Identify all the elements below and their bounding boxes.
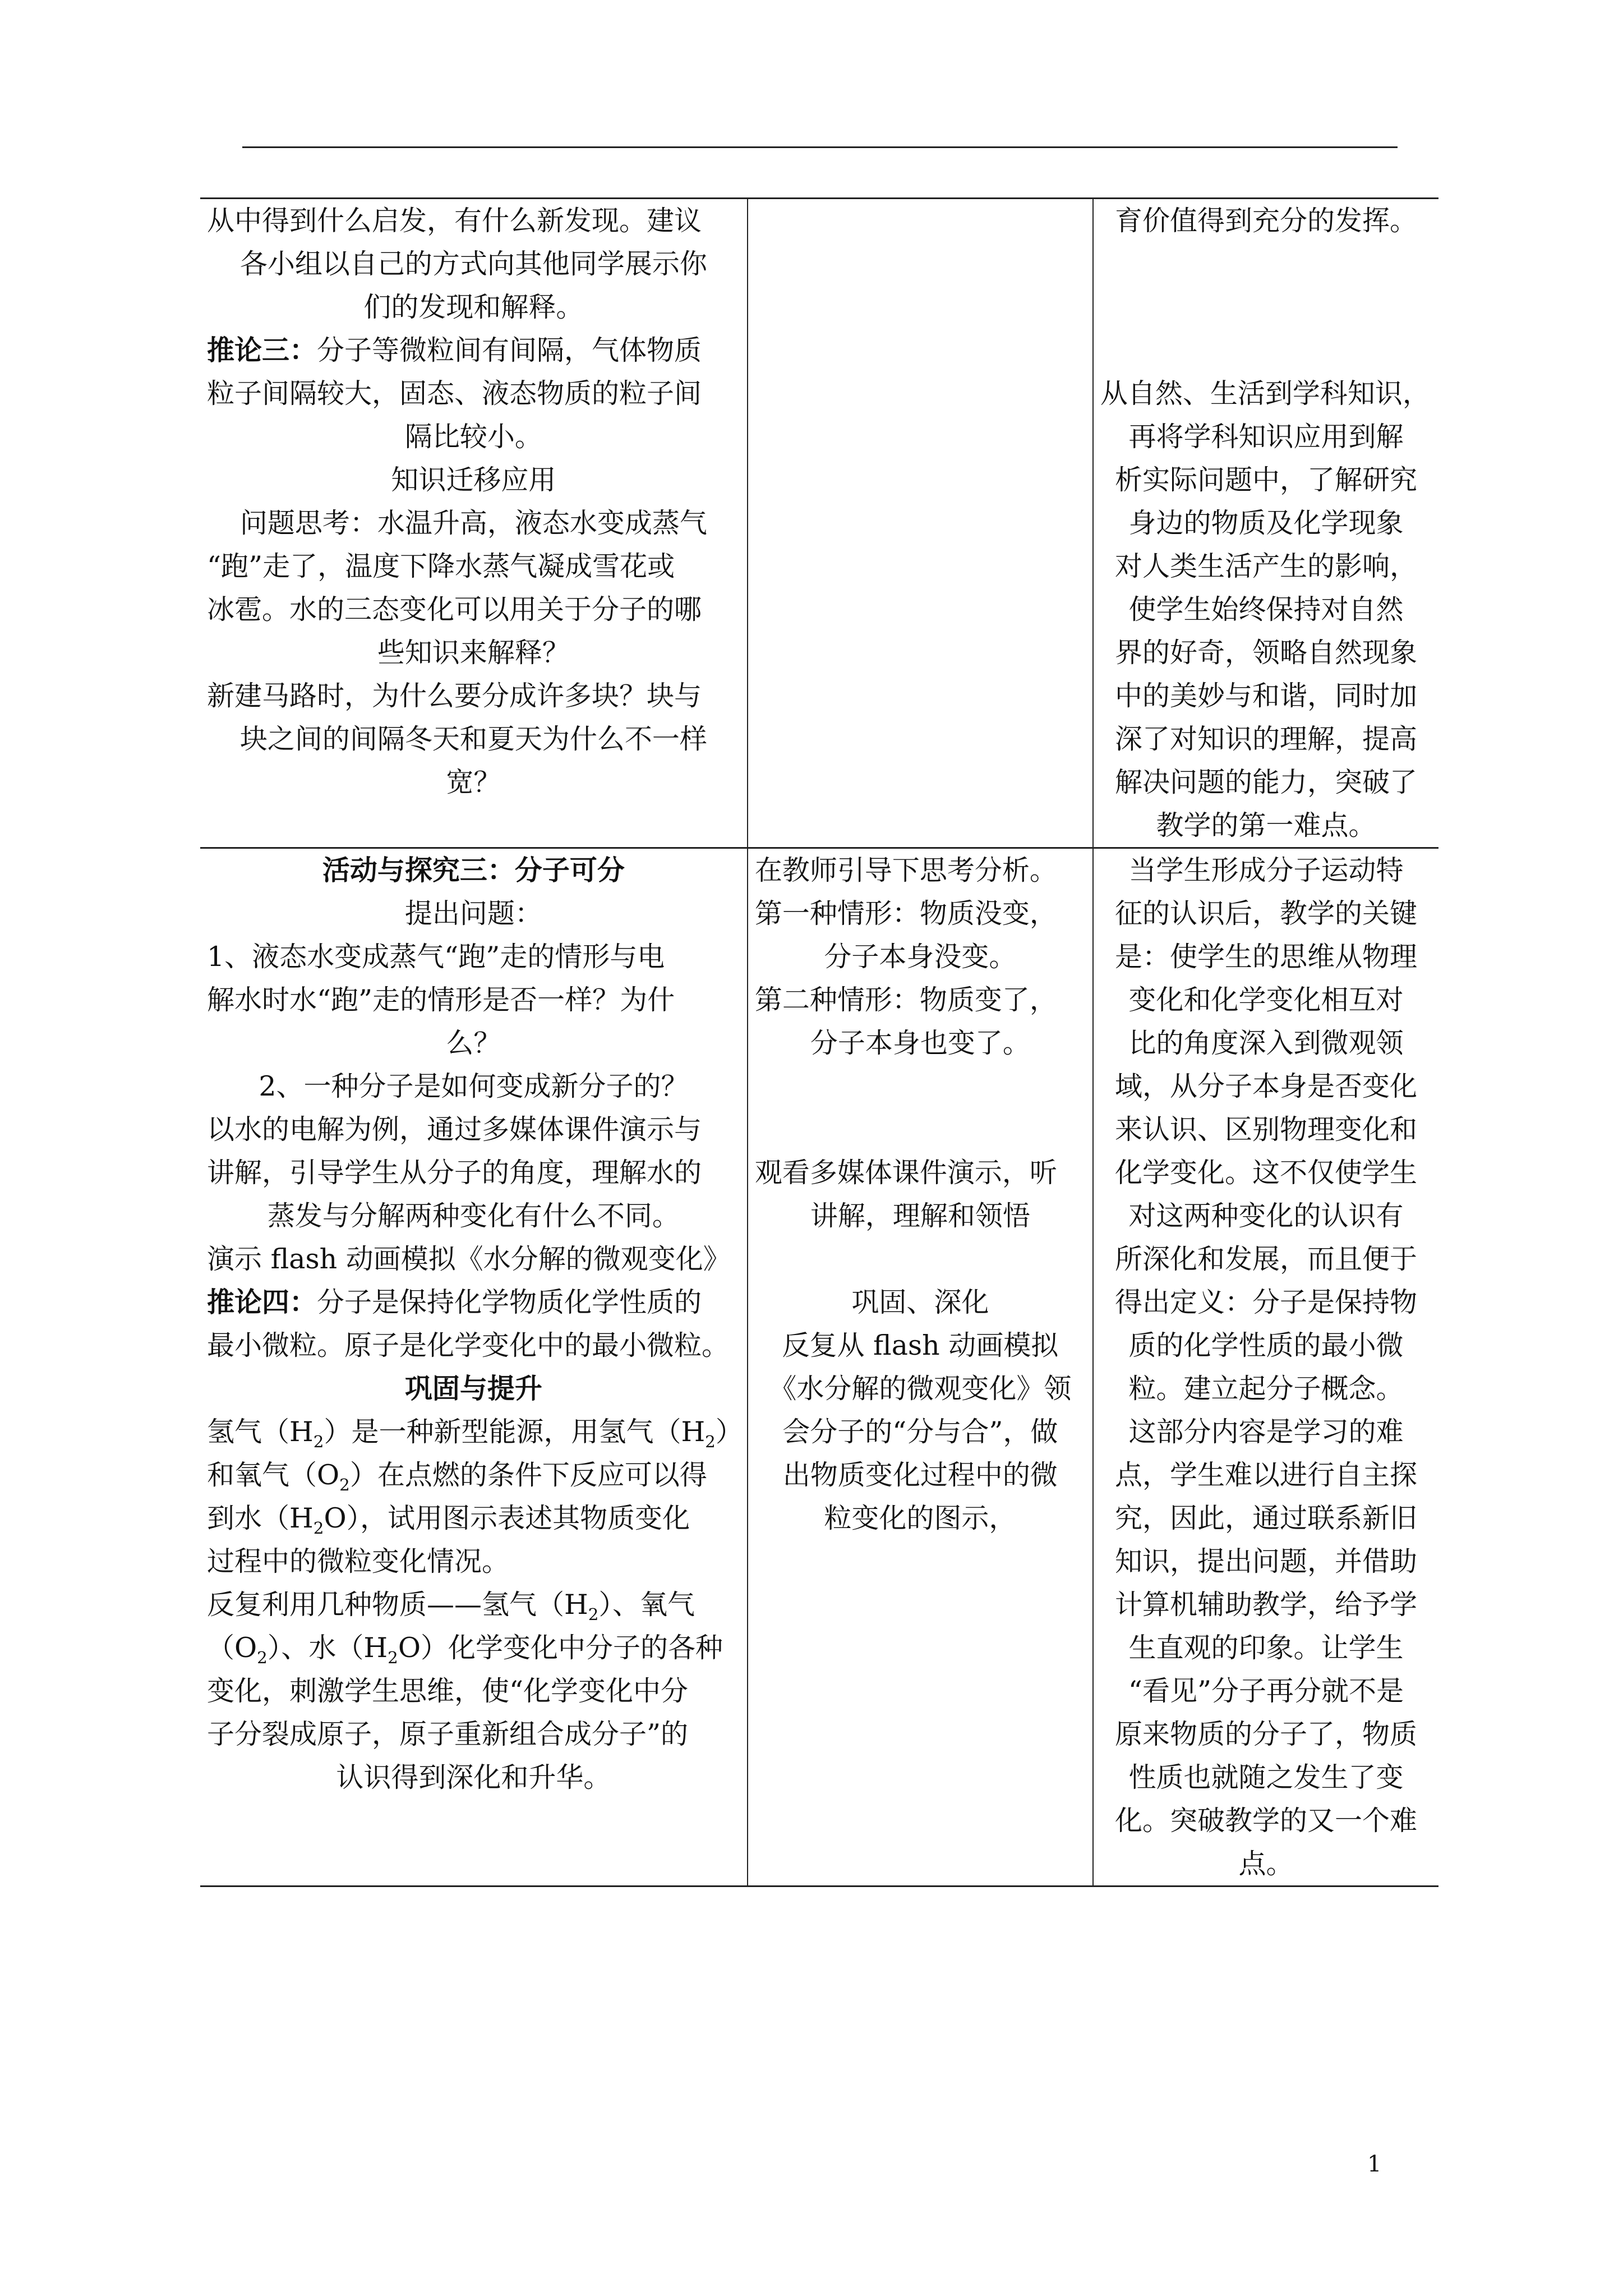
text-line: 变化，刺激学生思维，使“化学变化中分 xyxy=(207,1675,689,1707)
text-line: 征的认识后，教学的关键 xyxy=(1114,898,1417,930)
text-line: 讲解，理解和领悟 xyxy=(810,1200,1030,1232)
text-line: “看见”分子再分就不是 xyxy=(1128,1675,1404,1707)
subscript: 2 xyxy=(388,1648,398,1667)
text-line: 使学生始终保持对自然 xyxy=(1128,593,1404,625)
text-line: 身边的物质及化学现象 xyxy=(1128,507,1404,539)
text-line: 新建马路时，为什么要分成许多块？块与 xyxy=(207,680,702,712)
text-line: 出物质变化过程中的微 xyxy=(782,1459,1058,1491)
page-number: 1 xyxy=(1367,2151,1382,2177)
text-line: 析实际问题中，了解研究 xyxy=(1114,464,1417,496)
inference-three xyxy=(207,329,740,372)
inference-text: 分子是保持化学物质化学性质的 xyxy=(317,1286,702,1318)
text-line: 认识得到深化和升华。 xyxy=(336,1761,611,1793)
text-line: 对人类生活产生的影响， xyxy=(1114,550,1417,582)
text-fragment: ）、氧气 xyxy=(598,1589,695,1621)
text-line: 得出定义：分子是保持物 xyxy=(1114,1286,1417,1318)
text-line: 们的发现和解释。 xyxy=(363,291,584,323)
table-row xyxy=(200,199,1438,848)
text-line: 原来物质的分子了，物质 xyxy=(1114,1718,1417,1750)
text-line: 粒子间隔较大，固态、液态物质的粒子间 xyxy=(207,378,702,409)
teacher-activity-cell xyxy=(200,199,748,848)
text-line: 各小组以自己的方式向其他同学展示你 xyxy=(239,248,707,280)
student-activity-cell xyxy=(748,848,1093,1887)
text-line: 问题思考：水温升高，液态水变成蒸气 xyxy=(239,507,707,539)
subscript: 2 xyxy=(705,1432,716,1451)
design-intent-cell xyxy=(1093,848,1438,1887)
design-intent-cell xyxy=(1093,199,1438,848)
text-fragment: ）是一种新型能源，用氢气（H xyxy=(324,1416,706,1448)
section-heading: 知识迁移应用 xyxy=(391,464,556,496)
text-line: 提出问题： xyxy=(404,898,542,930)
text-line xyxy=(207,1626,740,1669)
text-line: 育价值得到充分的发挥。 xyxy=(1114,205,1417,237)
header-rule xyxy=(242,146,1398,148)
text-line: 变化和化学变化相互对 xyxy=(1128,984,1404,1016)
text-line xyxy=(207,1497,740,1540)
text-line: 以水的电解为例，通过多媒体课件演示与 xyxy=(207,1114,702,1145)
text-line: 块之间的间隔冬天和夏天为什么不一样 xyxy=(239,723,707,755)
text-line: “跑”走了，温度下降水蒸气凝成雪花或 xyxy=(207,550,675,582)
inference-label: 推论三： xyxy=(207,334,317,366)
text-line: 演示 flash 动画模拟《水分解的微观变化》 xyxy=(207,1243,731,1275)
text-fragment: O）化学变化中分子的各种 xyxy=(398,1632,723,1664)
text-line: 是：使学生的思维从物理 xyxy=(1114,941,1417,973)
text-fragment: 氢气（H xyxy=(207,1416,313,1448)
text-line: 这部分内容是学习的难 xyxy=(1128,1416,1404,1448)
text-line: 在教师引导下思考分析。 xyxy=(754,854,1057,886)
text-fragment: ） xyxy=(715,1416,743,1448)
text-fragment: 和氧气（O xyxy=(207,1459,340,1491)
text-line: 化学变化。这不仅使学生 xyxy=(1114,1157,1417,1189)
subscript: 2 xyxy=(313,1518,324,1538)
text-line: 宽？ xyxy=(446,766,501,798)
text-line: 化。突破教学的又一个难 xyxy=(1114,1805,1417,1837)
text-line: 所深化和发展，而且便于 xyxy=(1114,1243,1417,1275)
text-line: 巩固、深化 xyxy=(851,1286,989,1318)
text-line: 反复从 flash 动画模拟 xyxy=(782,1329,1059,1361)
text-line: 观看多媒体课件演示，听 xyxy=(754,1157,1057,1189)
text-line: 深了对知识的理解，提高 xyxy=(1114,723,1417,755)
text-line xyxy=(207,1583,740,1626)
text-line: 比的角度深入到微观领 xyxy=(1128,1027,1404,1059)
text-line xyxy=(207,1410,743,1453)
text-line: 对这两种变化的认识有 xyxy=(1128,1200,1404,1232)
text-fragment: 到水（H xyxy=(207,1502,313,1534)
lesson-plan-table xyxy=(200,197,1438,1887)
text-line: 计算机辅助教学，给予学 xyxy=(1114,1589,1417,1621)
inference-label: 推论四： xyxy=(207,1286,317,1318)
text-line: 冰雹。水的三态变化可以用关于分子的哪 xyxy=(207,593,702,625)
text-line: 第一种情形：物质没变， xyxy=(754,898,1057,930)
text-line: 从自然、生活到学科知识， xyxy=(1100,378,1430,409)
table-row xyxy=(200,848,1438,1887)
text-line: 质的化学性质的最小微 xyxy=(1128,1329,1404,1361)
section-heading: 巩固与提升 xyxy=(404,1372,542,1405)
subscript: 2 xyxy=(257,1648,268,1667)
text-line: 讲解，引导学生从分子的角度，理解水的 xyxy=(207,1157,702,1189)
text-line: 粒变化的图示， xyxy=(824,1502,1017,1534)
subscript: 2 xyxy=(588,1604,599,1624)
text-line: 从中得到什么启发，有什么新发现。建议 xyxy=(207,205,702,237)
student-activity-cell xyxy=(748,199,1093,848)
text-line: 最小微粒。原子是化学变化中的最小微粒。 xyxy=(207,1329,730,1361)
text-line: 再将学科知识应用到解 xyxy=(1128,421,1404,453)
teacher-activity-cell xyxy=(200,848,748,1887)
subscript: 2 xyxy=(339,1475,350,1494)
text-line: 生直观的印象。让学生 xyxy=(1128,1632,1404,1664)
text-fragment: ）在点燃的条件下反应可以得 xyxy=(349,1459,707,1491)
subscript: 2 xyxy=(313,1432,324,1451)
text-fragment: ）、水（H xyxy=(267,1632,388,1664)
text-line: 蒸发与分解两种变化有什么不同。 xyxy=(267,1200,680,1232)
text-line: 知识，提出问题，并借助 xyxy=(1114,1545,1417,1577)
text-line: 分子本身也变了。 xyxy=(810,1027,1030,1059)
text-fragment: O），试用图示表述其物质变化 xyxy=(324,1502,690,1534)
activity-title: 活动与探究三：分子可分 xyxy=(322,854,625,886)
text-line: 解水时水“跑”走的情形是否一样？为什 xyxy=(207,984,675,1016)
text-line: 中的美妙与和谐，同时加 xyxy=(1114,680,1417,712)
inference-text: 分子等微粒间有间隔，气体物质 xyxy=(317,334,702,366)
text-line: 《水分解的微观变化》领 xyxy=(769,1373,1072,1405)
text-line: 隔比较小。 xyxy=(404,421,542,453)
text-line xyxy=(207,1453,740,1497)
text-line: 些知识来解释？ xyxy=(377,637,570,669)
text-line: 点，学生难以进行自主探 xyxy=(1114,1459,1417,1491)
text-line: 来认识、区别物理变化和 xyxy=(1114,1114,1417,1145)
text-line: 当学生形成分子运动特 xyxy=(1128,854,1404,886)
text-fragment: 反复利用几种物质——氢气（H xyxy=(207,1589,588,1621)
text-line: 界的好奇，领略自然现象 xyxy=(1114,637,1417,669)
text-line: 粒。建立起分子概念。 xyxy=(1128,1373,1404,1405)
text-line: 第二种情形：物质变了， xyxy=(754,984,1057,1016)
text-line: 究，因此，通过联系新旧 xyxy=(1114,1502,1417,1534)
text-line: 域，从分子本身是否变化 xyxy=(1114,1070,1417,1102)
text-line: 点。 xyxy=(1238,1848,1294,1880)
text-line: 解决问题的能力，突破了 xyxy=(1114,766,1417,798)
text-line: 么？ xyxy=(446,1027,501,1059)
text-line: 教学的第一难点。 xyxy=(1156,809,1376,841)
text-line: 1、液态水变成蒸气“跑”走的情形与电 xyxy=(207,941,665,973)
inference-four xyxy=(207,1281,740,1324)
text-line: 子分裂成原子，原子重新组合成分子”的 xyxy=(207,1718,689,1750)
text-fragment: （O xyxy=(207,1632,257,1664)
text-line: 性质也就随之发生了变 xyxy=(1128,1761,1404,1793)
text-line: 2、一种分子是如何变成新分子的？ xyxy=(259,1070,689,1102)
text-line: 会分子的“分与合”，做 xyxy=(782,1416,1058,1448)
text-line: 分子本身没变。 xyxy=(824,941,1017,973)
text-line: 过程中的微粒变化情况。 xyxy=(207,1545,510,1577)
